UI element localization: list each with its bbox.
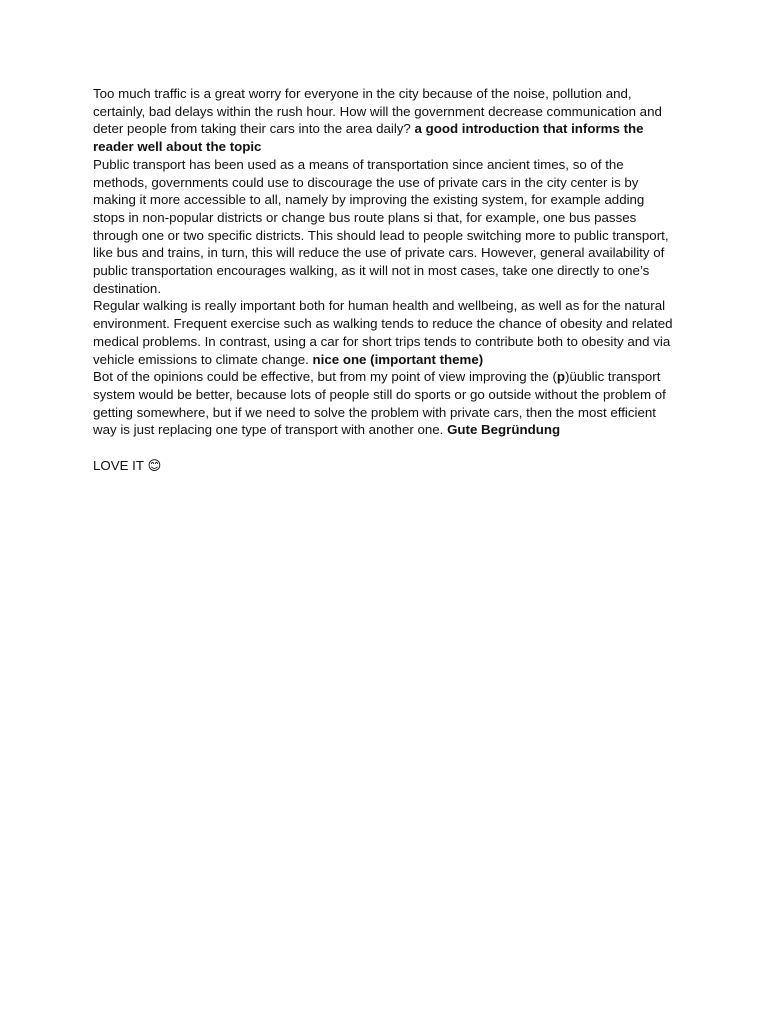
teacher-correction: p — [556, 369, 566, 385]
closing-remark: LOVE IT 😊 — [93, 457, 162, 473]
document-page — [93, 85, 679, 474]
paragraph-text: Regular walking is really important both for human health and wellbeing, as well as for the natural environment. Frequent exercise such as walking tends to reduce the chance of obesity and related medical problems. In contrast, using a car for short trips tends to contribute both to obesity and via vehicle emissions to climate change. — [93, 298, 673, 367]
walking-paragraph — [93, 297, 679, 368]
blank-line — [93, 439, 679, 457]
paragraph-text: Too much traffic is a great worry for everyone in the city because of the noise, pollution and, certainly, bad delays within the rush hour. How will the government decrease communication and deter people from taking their cars into the area daily? — [93, 86, 662, 137]
teacher-comment: a good introduction that informs the reader well about the topic — [93, 121, 644, 155]
public-transport-paragraph — [93, 156, 679, 298]
conclusion-paragraph — [93, 368, 679, 439]
paragraph-text: Public transport has been used as a means of transportation since ancient times, so of the methods, governments could use to discourage the use of private cars in the city center is by making it more accessible to all, namely by improving the existing system, for example adding stops in non-popular districts or change bus route plans si that, for example, one bus passes through one or two specific districts. This should lead to people switching more to public transport, like bus and trains, in turn, this will reduce the use of private cars. However, general availability of public transportation encourages walking, as it will not in most cases, take one directly to one’s destination. — [93, 156, 669, 296]
introduction-paragraph — [93, 85, 679, 156]
paragraph-text: )üublic transport system would be better, because lots of people still do sports or go outside without the problem of getting somewhere, but if we need to solve the problem with private cars, then the most efficient way is just replacing one type of transport with another one. — [93, 369, 666, 438]
paragraph-text: Bot of the opinions could be effective, but from my point of view improving the ( — [93, 369, 557, 385]
teacher-comment: Gute Begründung — [447, 422, 561, 438]
teacher-comment: nice one (important theme) — [312, 351, 484, 367]
